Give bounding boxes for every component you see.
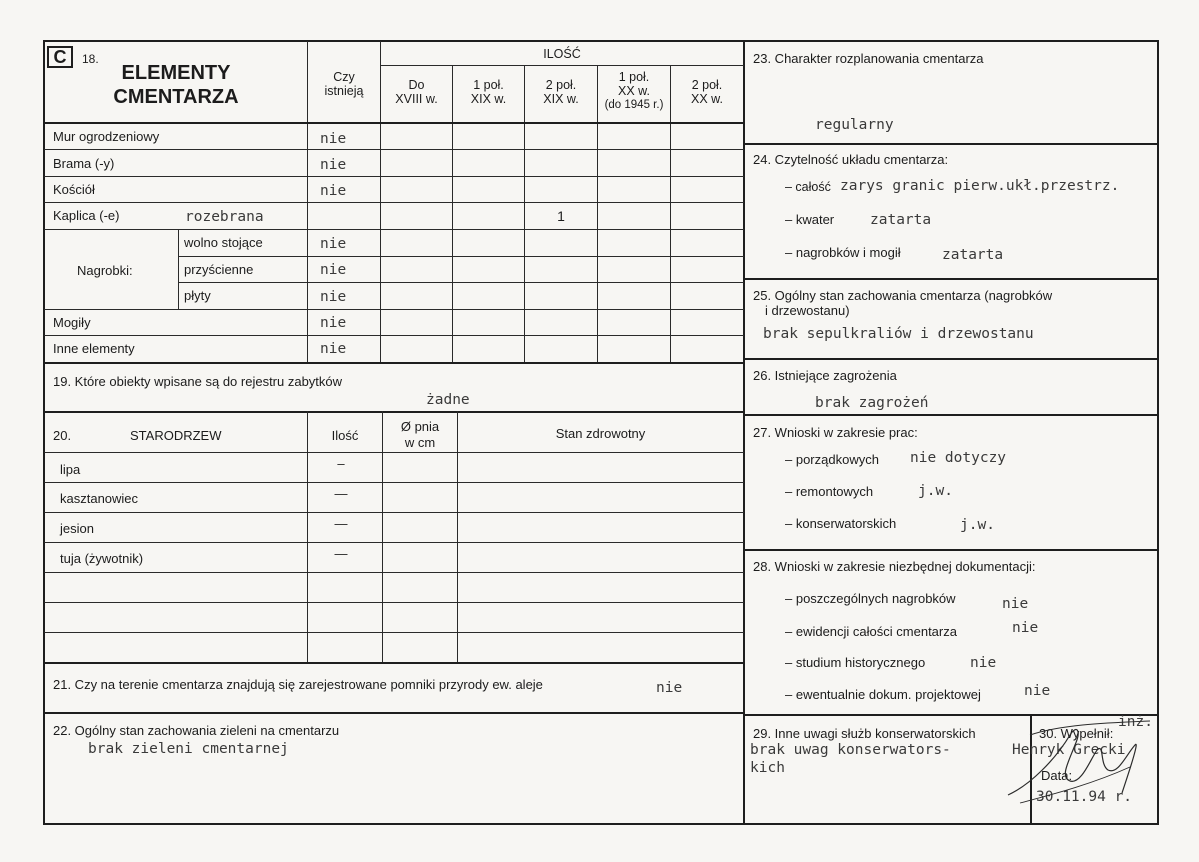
period-header-2-l2: XIX w. — [470, 92, 507, 106]
section28-item-history-value: nie — [970, 655, 997, 671]
section26-top — [743, 358, 1158, 360]
exists-header-line1: Czy — [333, 70, 355, 84]
period-header-5-l1: 2 poł. — [691, 78, 723, 92]
quantity-header-line — [380, 65, 744, 66]
section30-title: inż. — [1118, 714, 1153, 730]
period-header-4-l2: XX w. — [618, 84, 650, 98]
tree-name-1: lipa — [60, 462, 81, 477]
row-label-other: Inne elementy — [53, 341, 135, 356]
section24-item-quarters-label: – kwater — [785, 212, 835, 227]
section27-item-cleanup-label: – porządkowych — [785, 452, 879, 467]
section28-item-graves-label: – poszczególnych nagrobków — [785, 591, 956, 606]
period-header-4-l3: (do 1945 r.) — [604, 99, 664, 111]
section27-item-conservation-label: – konserwatorskich — [785, 516, 897, 531]
row-line-3 — [44, 202, 744, 203]
row-exists-mounds: nie — [320, 315, 347, 331]
trees-col-qty: Ilość — [331, 428, 359, 443]
tree-qty-2: — — [334, 486, 348, 501]
section22-value: brak zieleni cmentarnej — [88, 741, 289, 757]
section20-title: STARODRZEW — [130, 428, 222, 443]
section24-item-quarters-value: zatarta — [870, 212, 932, 228]
row-label-slabs: płyty — [184, 288, 211, 303]
section27-item-repair-value: j.w. — [918, 483, 953, 499]
row-exists-church: nie — [320, 183, 347, 199]
column-divider — [743, 41, 745, 824]
section20-top — [44, 411, 744, 413]
tree-name-2: kasztanowiec — [60, 491, 139, 506]
section29-value-line2: kich — [750, 760, 785, 776]
row-line-7 — [44, 309, 744, 310]
row-note-chapel: rozebrana — [185, 209, 264, 225]
section22-top — [44, 712, 744, 714]
period-line-1 — [452, 65, 453, 363]
section27-label: 27. Wnioski w zakresie prac: — [753, 425, 918, 440]
section24-item-whole-value: zarys granic pierw.ukł.przestrz. — [840, 178, 1120, 194]
section24-item-graves-label: – nagrobków i mogił — [785, 245, 901, 260]
trees-row-line-3 — [44, 542, 744, 543]
row-label-freestanding: wolno stojące — [184, 235, 263, 250]
row-line-2 — [44, 176, 744, 177]
section27-item-repair-label: – remontowych — [785, 484, 874, 499]
row-exists-other: nie — [320, 341, 347, 357]
row-exists-freestanding: nie — [320, 236, 347, 252]
graves-divider — [178, 229, 179, 309]
section21-label: 21. Czy na terenie cmentarza znajdują się zarejestrowane pomniki przyrody ew. aleje — [53, 677, 543, 692]
trees-col-trunk-2: w cm — [404, 435, 436, 450]
trees-col-health: Stan zdrowotny — [555, 426, 646, 441]
trees-row-line-1 — [44, 482, 744, 483]
section24-label: 24. Czytelność układu cmentarza: — [753, 152, 949, 167]
section28-item-project-value: nie — [1024, 683, 1051, 699]
section19-value: żadne — [426, 392, 470, 408]
trees-col-line-1 — [307, 411, 308, 663]
period-header-1-l2: XVIII w. — [395, 92, 438, 106]
section29-value-line1: brak uwag konserwators- — [750, 742, 951, 758]
section21-top — [44, 662, 744, 664]
section30-date: 30.11.94 r. — [1036, 789, 1133, 805]
period-header-3-l2: XIX w. — [543, 92, 579, 106]
section25-label-line1: 25. Ogólny stan zachowania cmentarza (nagrobków — [753, 288, 1053, 303]
section18-title-line1: ELEMENTY — [121, 62, 231, 84]
row-exists-wall: nie — [320, 131, 347, 147]
section18-title-line2: CMENTARZA — [113, 86, 239, 108]
section28-label: 28. Wnioski w zakresie niezbędnej dokumentacji: — [753, 559, 1036, 574]
graves-label: Nagrobki: — [77, 263, 133, 278]
period-header-1-l1: Do — [408, 78, 425, 92]
period-line-4 — [670, 65, 671, 363]
section29-label: 29. Inne uwagi służb konserwatorskich — [753, 726, 976, 741]
tree-qty-4: — — [334, 546, 348, 561]
row-exists-wall-mounted: nie — [320, 262, 347, 278]
section25-value: brak sepulkraliów i drzewostanu — [763, 326, 1034, 342]
section27-item-cleanup-value: nie dotyczy — [910, 450, 1007, 466]
row-chapel-q3: 1 — [557, 208, 565, 224]
row-line-5 — [178, 256, 744, 257]
section26-value: brak zagrożeń — [815, 395, 929, 411]
section28-item-project-label: – ewentualnie dokum. projektowej — [785, 687, 981, 702]
row-label-gate: Brama (-y) — [53, 156, 115, 171]
section19-label: 19. Które obiekty wpisane są do rejestru zabytków — [53, 374, 343, 389]
tree-qty-3: — — [334, 516, 348, 531]
section22-label: 22. Ogólny stan zachowania zieleni na cmentarzu — [53, 723, 340, 738]
row-label-wall: Mur ogrodzeniowy — [53, 129, 160, 144]
section26-label: 26. Istniejące zagrożenia — [753, 368, 897, 383]
section28-item-history-label: – studium historycznego — [785, 655, 926, 670]
row-label-church: Kościół — [53, 182, 95, 197]
section28-item-records-value: nie — [1012, 620, 1039, 636]
row-exists-slabs: nie — [320, 289, 347, 305]
section21-value: nie — [656, 680, 683, 696]
quantity-header: ILOŚĆ — [543, 47, 581, 61]
row-label-wall-mounted: przyścienne — [184, 262, 254, 277]
section25-top — [743, 278, 1158, 280]
section30-label: 30. Wypełnił: — [1039, 726, 1114, 741]
row-label-mounds: Mogiły — [53, 315, 91, 330]
trees-row-line-4 — [44, 572, 744, 573]
section27-top — [743, 414, 1158, 416]
section24-top — [743, 143, 1158, 145]
exists-header-line2: istnieją — [324, 84, 364, 98]
trees-row-line-6 — [44, 632, 744, 633]
section28-top — [743, 549, 1158, 551]
section19-top — [44, 362, 744, 364]
row-line-8 — [44, 335, 744, 336]
row-line-1 — [44, 149, 744, 150]
section24-item-graves-value: zatarta — [942, 247, 1004, 263]
section27-item-conservation-value: j.w. — [960, 517, 995, 533]
section30-date-label: Data: — [1041, 768, 1073, 783]
section30-name: Henryk Grecki — [1012, 742, 1126, 758]
row-exists-gate: nie — [320, 157, 347, 173]
trees-row-line-2 — [44, 512, 744, 513]
tree-qty-1: – — [337, 456, 345, 471]
section20-number: 20. — [53, 428, 72, 443]
form-letter-box: C — [47, 46, 73, 68]
section25-label-line2: i drzewostanu) — [765, 303, 850, 318]
trees-row-line-5 — [44, 602, 744, 603]
row-label-chapel: Kaplica (-e) — [53, 208, 120, 223]
row-line-6 — [178, 282, 744, 283]
trees-col-line-3 — [457, 411, 458, 663]
section23-label: 23. Charakter rozplanowania cmentarza — [753, 51, 984, 66]
section24-item-whole-label: – całość — [785, 180, 831, 194]
trees-col-trunk-1: Ø pnia — [400, 419, 440, 434]
section28-item-records-label: – ewidencji całości cmentarza — [785, 624, 957, 639]
handwritten-signature — [1000, 715, 1160, 815]
period-header-2-l1: 1 poł. — [473, 78, 504, 92]
section18-header-bottom — [44, 122, 744, 124]
tree-name-3: jesion — [60, 521, 94, 536]
row-line-4 — [44, 229, 744, 230]
period-header-5-l2: XX w. — [691, 92, 723, 106]
tree-name-4: tuja (żywotnik) — [60, 551, 144, 566]
trees-header-bottom — [44, 452, 744, 453]
period-header-3-l1: 2 poł. — [545, 78, 577, 92]
period-header-4-l1: 1 poł. — [618, 70, 650, 84]
section23-value: regularny — [815, 117, 894, 133]
section18-number: 18. — [82, 52, 99, 66]
section28-item-graves-value: nie — [1002, 596, 1029, 612]
